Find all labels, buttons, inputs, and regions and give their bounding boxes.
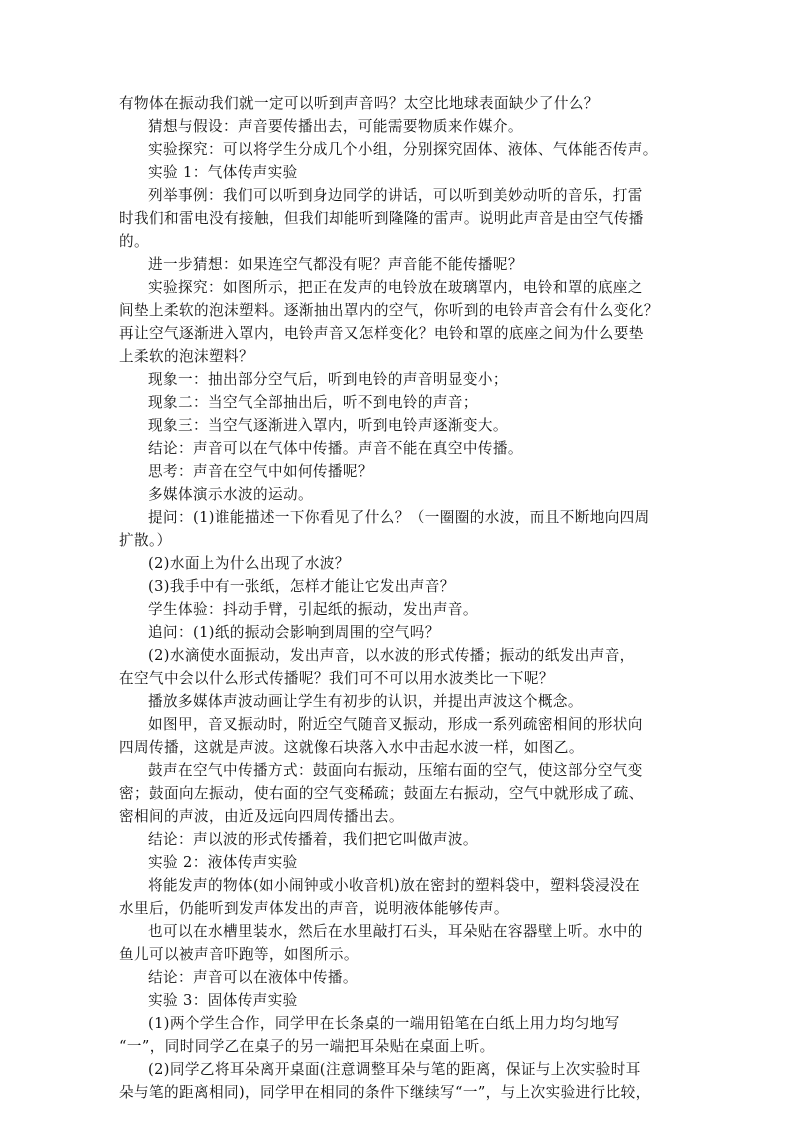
text-line: 实验 3：固体传声实验 bbox=[148, 992, 298, 1009]
text-line: 思考：声音在空气中如何传播呢？ bbox=[148, 463, 373, 480]
text-line: 学生体验：抖动手臂，引起纸的振动，发出声音。 bbox=[148, 601, 478, 618]
text-line: 密；鼓面向左振动，使右面的空气变稀疏；鼓面左右振动，空气中就形成了疏、 bbox=[119, 785, 644, 802]
text-line: 提问：(1)谁能描述一下你看见了什么？（一圈圈的水波，而且不断地向四周 bbox=[148, 509, 650, 526]
text-line: 的。 bbox=[119, 233, 149, 250]
text-line: 鼓声在空气中传播方式：鼓面向右振动，压缩右面的空气，使这部分空气变 bbox=[148, 762, 643, 779]
text-line: (2)水面上为什么出现了水波？ bbox=[148, 555, 350, 572]
text-line: 列举事例：我们可以听到身边同学的讲话，可以听到美妙动听的音乐，打雷 bbox=[148, 187, 643, 204]
text-line: 播放多媒体声波动画让学生有初步的认识，并提出声波这个概念。 bbox=[148, 693, 583, 710]
text-line: 现象三：当空气逐渐进入罩内，听到电铃声逐渐变大。 bbox=[148, 417, 508, 434]
text-line: (2)同学乙将耳朵离开桌面(注意调整耳朵与笔的距离，保证与上次实验时耳 bbox=[148, 1061, 641, 1078]
text-line: 进一步猜想：如果连空气都没有呢？声音能不能传播呢？ bbox=[148, 256, 523, 273]
text-line: 追问：(1)纸的振动会影响到周围的空气吗？ bbox=[148, 624, 440, 641]
text-line: 现象一：抽出部分空气后，听到电铃的声音明显变小； bbox=[148, 371, 508, 388]
text-line: 鱼儿可以被声音吓跑等，如图所示。 bbox=[119, 946, 359, 963]
text-line: 多媒体演示水波的运动。 bbox=[148, 486, 313, 503]
text-line: 结论：声音可以在气体中传播。声音不能在真空中传播。 bbox=[148, 440, 523, 457]
text-line: 实验探究：如图所示，把正在发声的电铃放在玻璃罩内，电铃和罩的底座之 bbox=[148, 279, 643, 296]
text-line: 扩散。） bbox=[119, 532, 172, 549]
text-line: (2)水滴使水面振动，发出声音，以水波的形式传播；振动的纸发出声音， bbox=[148, 647, 635, 664]
text-line: (1)两个学生合作，同学甲在长条桌的一端用铅笔在白纸上用力均匀地写 bbox=[148, 1015, 620, 1032]
text-line: 朵与笔的距离相同)，同学甲在相同的条件下继续写“一”，与上次实验进行比较， bbox=[119, 1084, 651, 1101]
text-line: 猜想与假设：声音要传播出去，可能需要物质来作媒介。 bbox=[148, 118, 523, 135]
text-line: 间垫上柔软的泡沫塑料。逐渐抽出罩内的空气，你听到的电铃声音会有什么变化？ bbox=[119, 302, 659, 319]
text-line: 有物体在振动我们就一定可以听到声音吗？太空比地球表面缺少了什么？ bbox=[119, 95, 599, 112]
text-line: 结论：声以波的形式传播着，我们把它叫做声波。 bbox=[148, 831, 478, 848]
text-line: 水里后，仍能听到发声体发出的声音，说明液体能够传声。 bbox=[119, 900, 509, 917]
text-line: 实验 2：液体传声实验 bbox=[148, 854, 298, 871]
text-line: 将能发声的物体(如小闹钟或小收音机)放在密封的塑料袋中，塑料袋浸没在 bbox=[148, 877, 640, 894]
text-line: 密相间的声波，由近及远向四周传播出去。 bbox=[119, 808, 404, 825]
text-line: 结论：声音可以在液体中传播。 bbox=[148, 969, 358, 986]
text-line: 时我们和雷电没有接触，但我们却能听到隆隆的雷声。说明此声音是由空气传播 bbox=[119, 210, 644, 227]
text-line: 如图甲，音叉振动时，附近空气随音叉振动，形成一系列疏密相间的形状向 bbox=[148, 716, 643, 733]
text-line: (3)我手中有一张纸，怎样才能让它发出声音？ bbox=[148, 578, 455, 595]
text-line: 现象二：当空气全部抽出后，听不到电铃的声音； bbox=[148, 394, 478, 411]
text-line: “一”，同时同学乙在桌子的另一端把耳朵贴在桌面上听。 bbox=[119, 1038, 495, 1055]
text-line: 在空气中会以什么形式传播呢？我们可不可以用水波类比一下呢？ bbox=[119, 670, 554, 687]
text-line: 上柔软的泡沫塑料？ bbox=[119, 348, 254, 365]
text-line: 实验探究：可以将学生分成几个小组，分别探究固体、液体、气体能否传声。 bbox=[148, 141, 658, 158]
text-line: 四周传播，这就是声波。这就像石块落入水中击起水波一样，如图乙。 bbox=[119, 739, 584, 756]
text-line: 也可以在水槽里装水，然后在水里敲打石头，耳朵贴在容器壁上听。水中的 bbox=[148, 923, 643, 940]
text-line: 再让空气逐渐进入罩内，电铃声音又怎样变化？电铃和罩的底座之间为什么要垫 bbox=[119, 325, 644, 342]
text-line: 实验 1：气体传声实验 bbox=[148, 164, 298, 181]
